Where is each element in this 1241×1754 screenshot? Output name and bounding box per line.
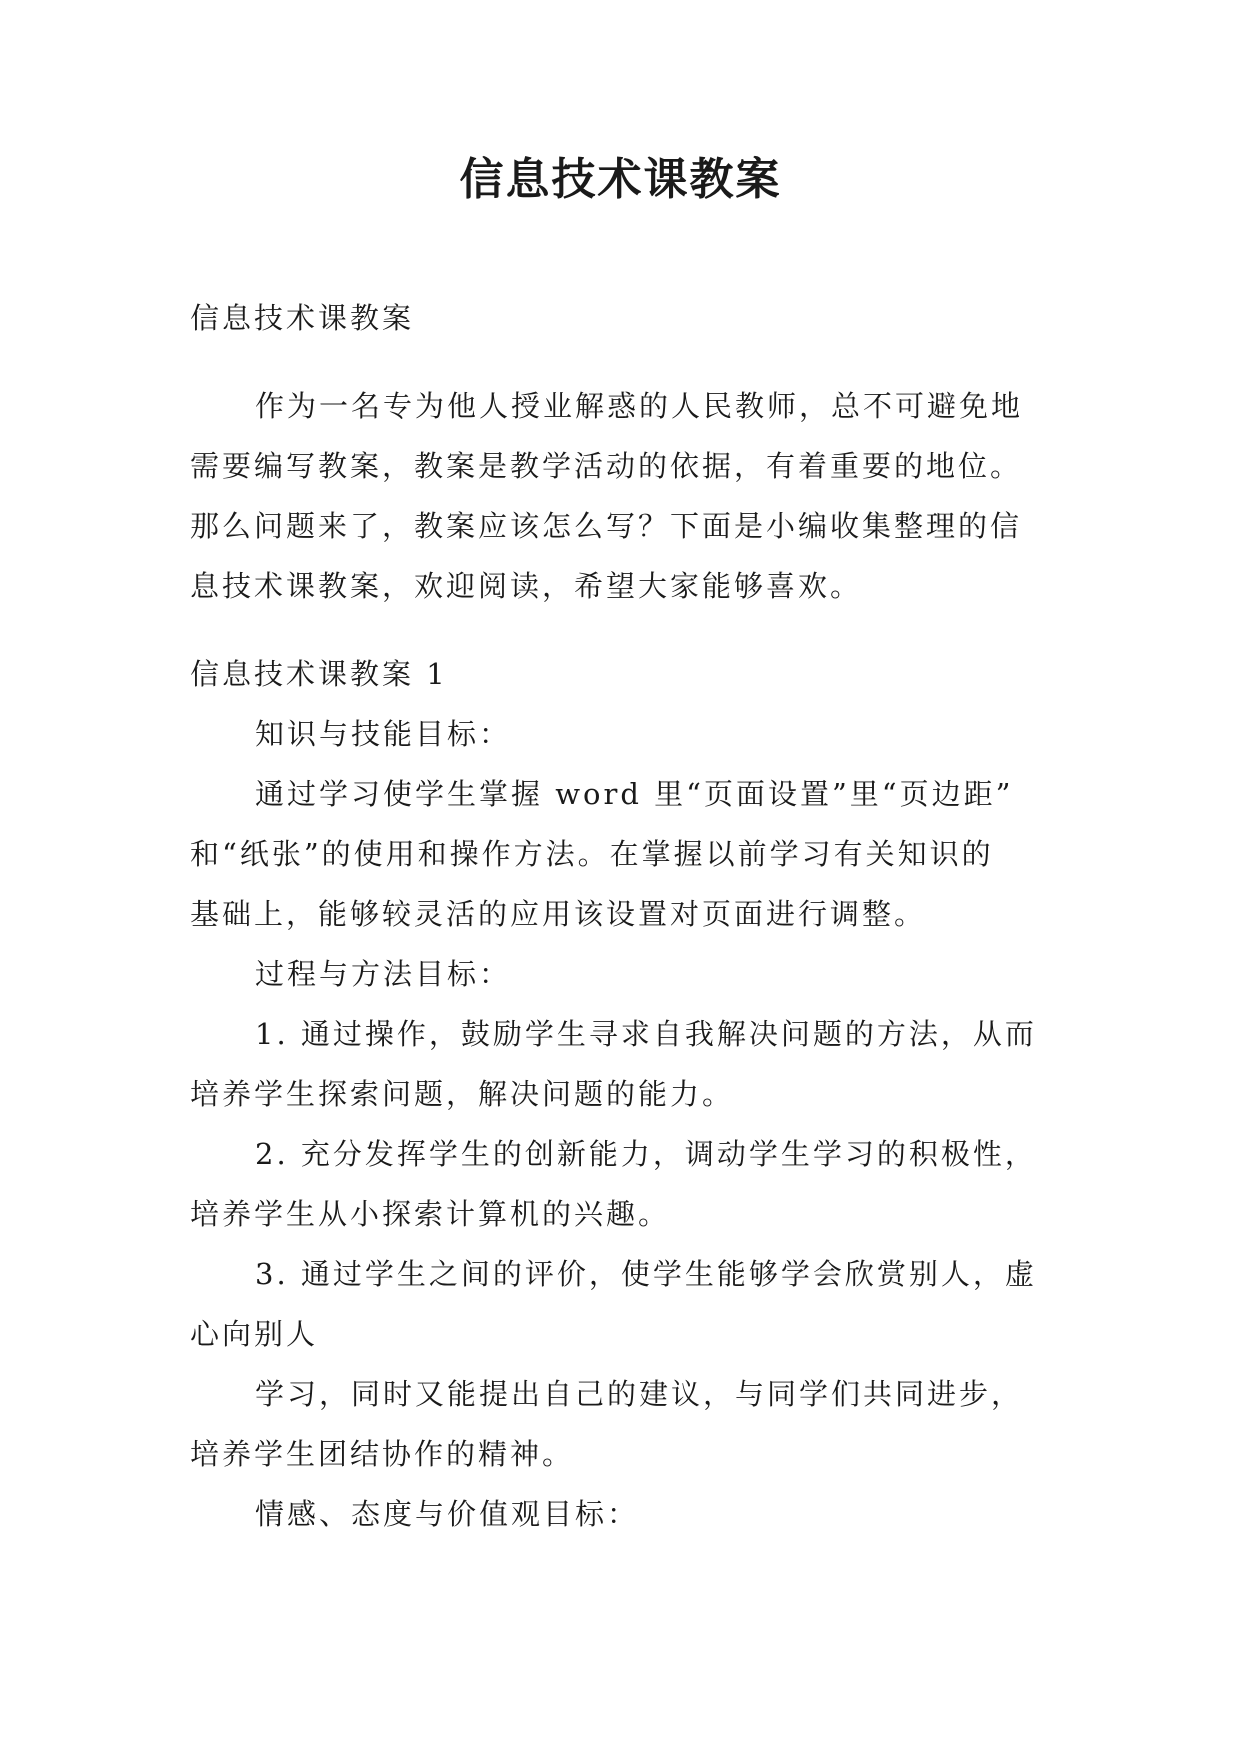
intro-line: 作为一名专为他人授业解惑的人民教师，总不可避免地 <box>255 389 1024 423</box>
section-heading: 信息技术课教案 1 <box>190 657 448 691</box>
process-item <box>190 1244 1070 1364</box>
intro-paragraph <box>190 376 1070 616</box>
process-item <box>190 1124 1070 1244</box>
intro-line: 需要编写教案，教案是教学活动的依据，有着重要的地位。 <box>190 449 1023 483</box>
knowledge-line: 通过学习使学生掌握 word 里“页面设置”里“页边距” <box>255 777 1014 811</box>
knowledge-paragraph <box>190 764 1070 944</box>
document-subtitle: 信息技术课教案 <box>190 301 415 335</box>
intro-line: 那么问题来了，教案应该怎么写？下面是小编收集整理的信 <box>190 509 1023 543</box>
process-heading: 过程与方法目标： <box>255 957 512 991</box>
knowledge-line: 和“纸张”的使用和操作方法。在掌握以前学习有关知识的 <box>190 837 994 871</box>
process-item <box>190 1004 1070 1124</box>
emotion-heading: 情感、态度与价值观目标： <box>255 1497 640 1531</box>
document-title: 信息技术课教案 <box>459 154 782 205</box>
process-item-line: 培养学生从小探索计算机的兴趣。 <box>190 1197 671 1231</box>
intro-line: 息技术课教案，欢迎阅读，希望大家能够喜欢。 <box>190 569 863 603</box>
continuation-line: 培养学生团结协作的精神。 <box>190 1437 575 1471</box>
knowledge-heading: 知识与技能目标： <box>255 717 512 751</box>
process-item-line: 心向别人 <box>190 1317 319 1351</box>
continuation-paragraph <box>190 1364 1070 1484</box>
knowledge-line: 基础上，能够较灵活的应用该设置对页面进行调整。 <box>190 897 927 931</box>
process-item-line: 3. 通过学生之间的评价，使学生能够学会欣赏别人，虚 <box>255 1257 1037 1291</box>
process-item-line: 1. 通过操作，鼓励学生寻求自我解决问题的方法，从而 <box>255 1017 1037 1051</box>
process-item-line: 培养学生探索问题，解决问题的能力。 <box>190 1077 735 1111</box>
document-body <box>190 288 1070 1544</box>
process-item-line: 2. 充分发挥学生的创新能力，调动学生学习的积极性， <box>255 1137 1037 1171</box>
continuation-line: 学习，同时又能提出自己的建议，与同学们共同进步， <box>255 1377 1024 1411</box>
